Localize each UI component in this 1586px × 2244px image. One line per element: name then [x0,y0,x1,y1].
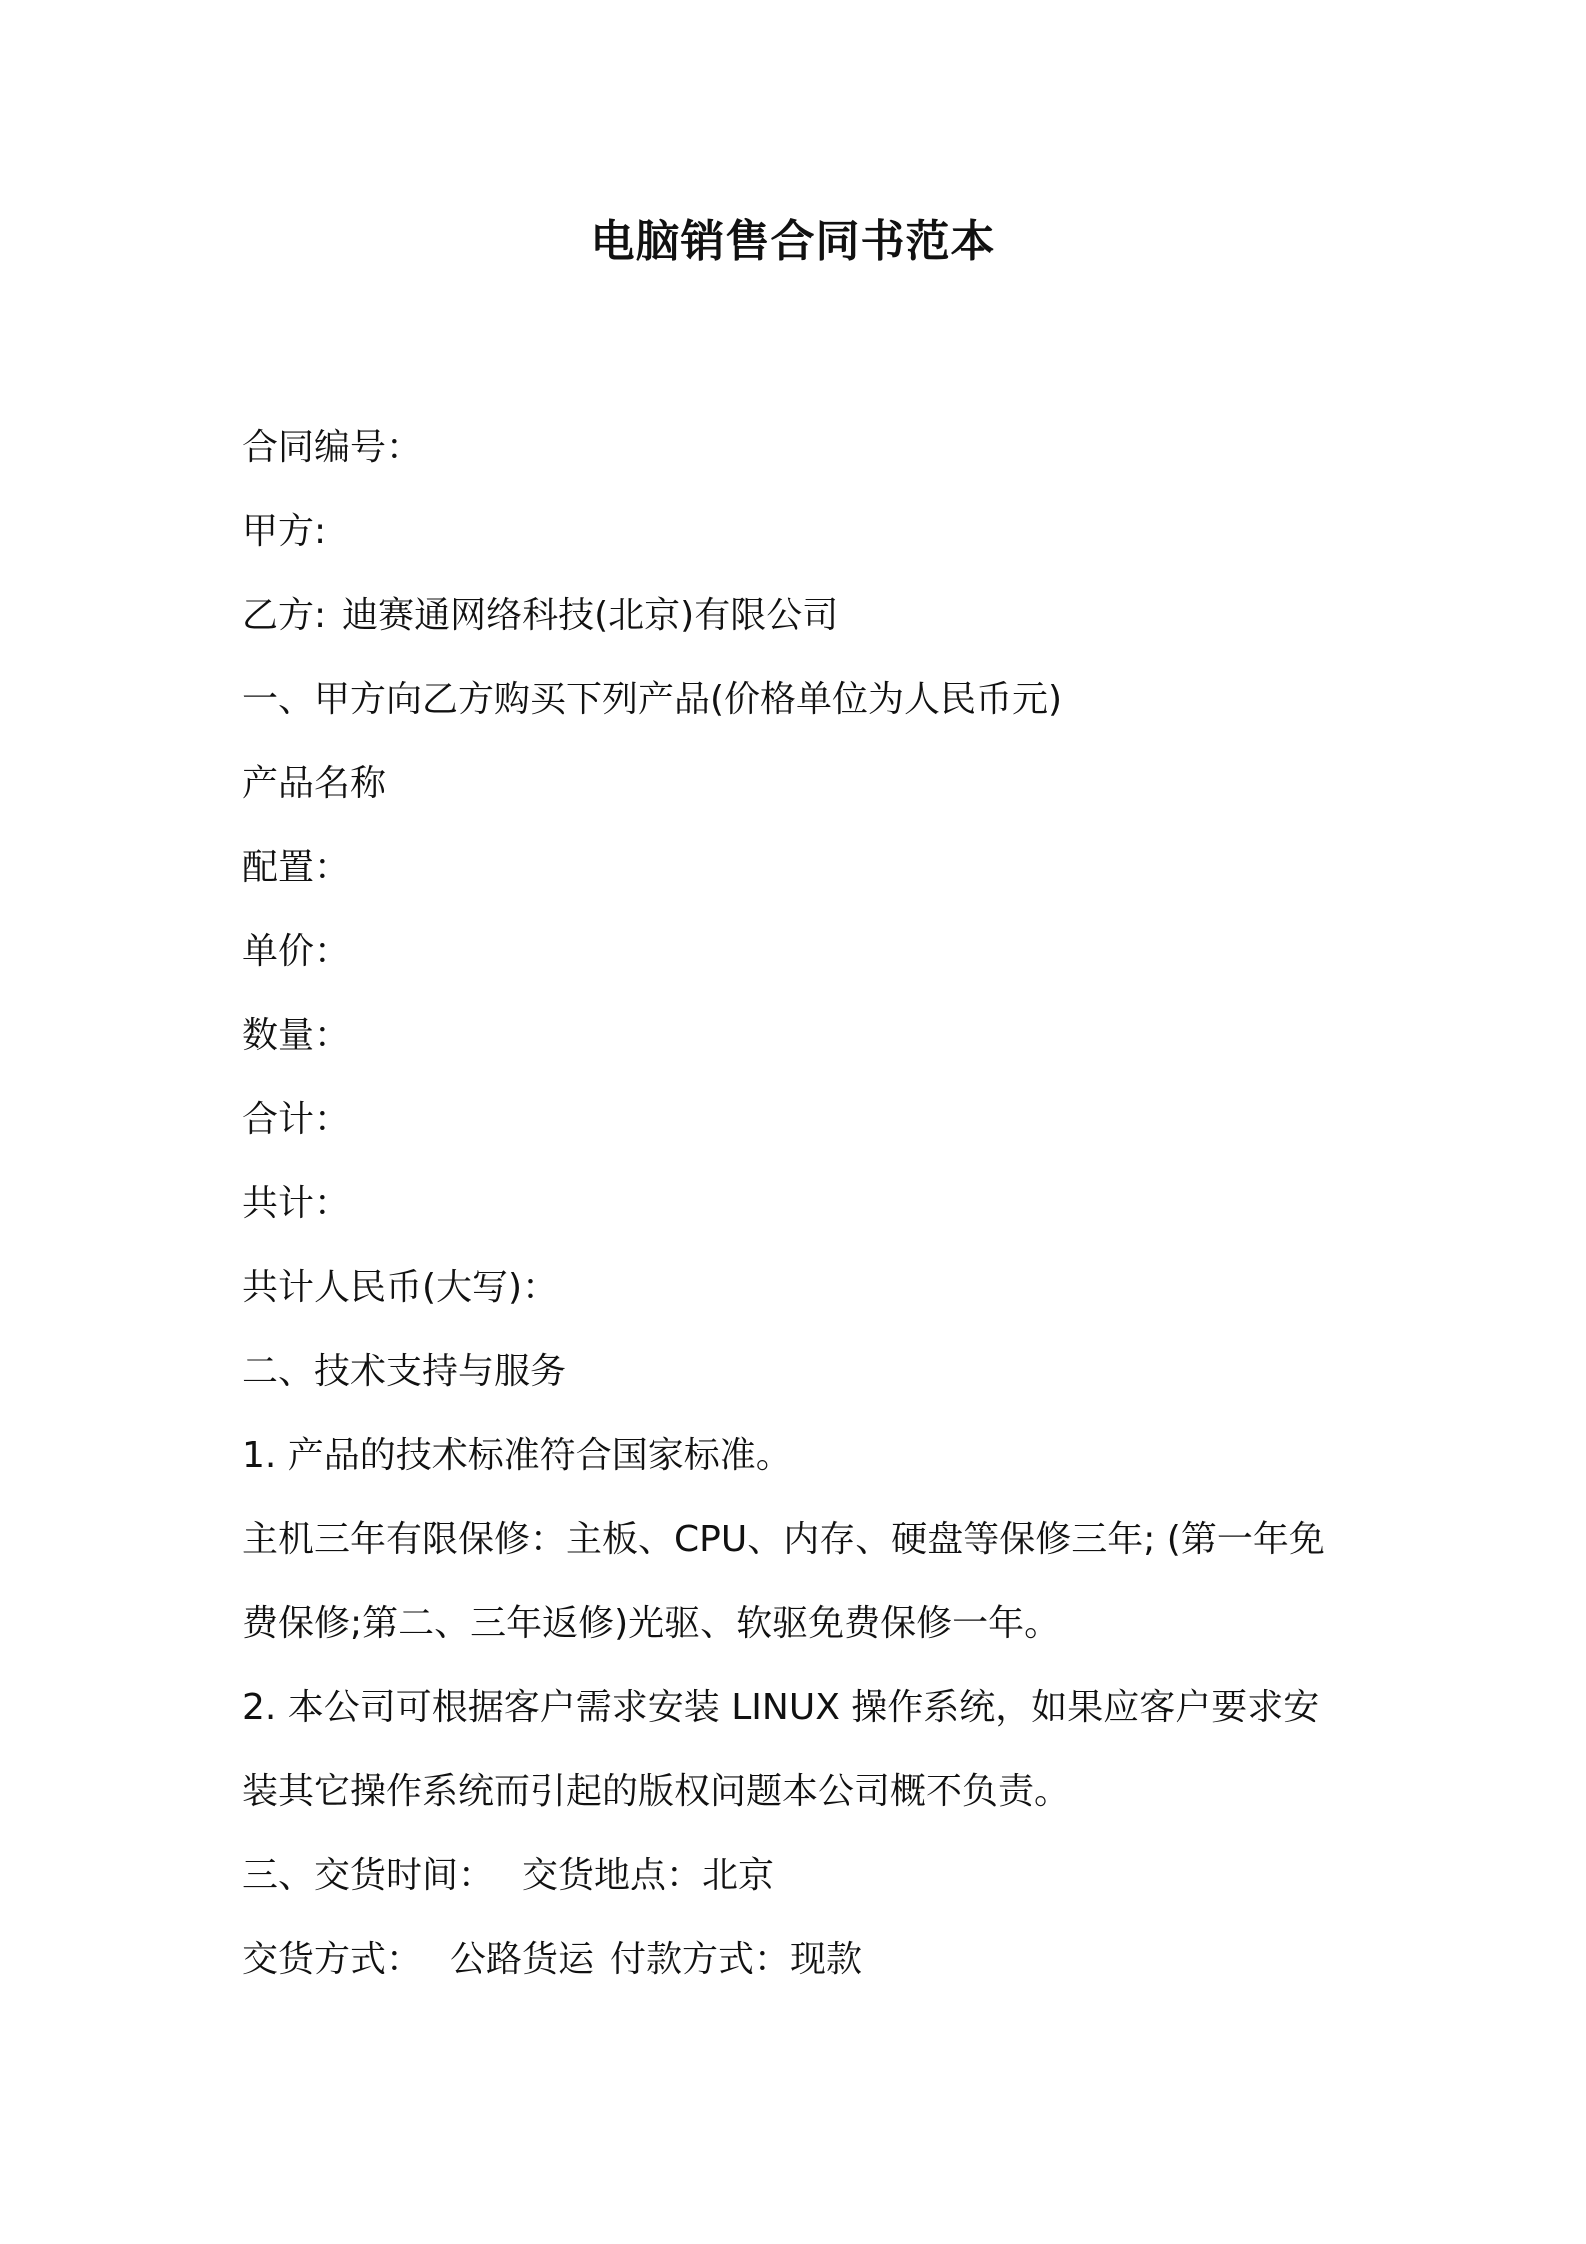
party-a-label: 甲方: [242,511,327,552]
unit-price-label: 单价： [242,931,351,972]
delivery-place-value: 北京 [702,1855,775,1896]
item2-text-line2: 装其它操作系统而引起的版权问题本公司概不负责。 [242,1771,1071,1812]
warranty-text-line2: 费保修;第二、三年返修)光驱、软驱免费保修一年。 [242,1603,1061,1644]
delivery-method-value: 公路货运 [450,1939,595,1980]
delivery-line [242,1834,1362,1918]
party-b-value: 迪赛通网络科技(北京)有限公司 [342,595,839,636]
item2-text-line1: 2. 本公司可根据客户需求安装 LINUX 操作系统，如果应客户要求安 [242,1687,1320,1728]
warranty-text-line1: 主机三年有限保修：主板、CPU、内存、硬盘等保修三年; (第一年免 [242,1519,1325,1560]
product-name-label: 产品名称 [242,763,387,804]
payment-method-value: 现款 [790,1939,863,1980]
total-label: 共计： [242,1183,351,1224]
delivery-method-label: 交货方式： [242,1939,423,1980]
party-a-line [242,490,1362,574]
subtotal-label: 合计： [242,1099,351,1140]
document-body [242,406,1362,2002]
contract-number-label: 合同编号： [242,427,423,468]
section2-heading: 二、技术支持与服务 [242,1351,567,1392]
quantity-label: 数量： [242,1015,351,1056]
item1-text: 1. 产品的技术标准符合国家标准。 [242,1435,792,1476]
contract-number-line [242,406,1362,490]
delivery-place-label: 交货地点： [522,1855,703,1896]
config-label: 配置： [242,847,351,888]
party-b-line [242,574,1362,658]
section1-heading: 一、甲方向乙方购买下列产品(价格单位为人民币元) [242,679,1063,720]
delivery-method-line [242,1918,1362,2002]
payment-method-label: 付款方式： [610,1939,791,1980]
total-rmb-label: 共计人民币(大写)： [242,1267,559,1308]
party-b-label: 乙方: [242,595,327,636]
document-title: 电脑销售合同书范本 [590,216,996,267]
delivery-time-label: 三、交货时间： [242,1855,495,1896]
